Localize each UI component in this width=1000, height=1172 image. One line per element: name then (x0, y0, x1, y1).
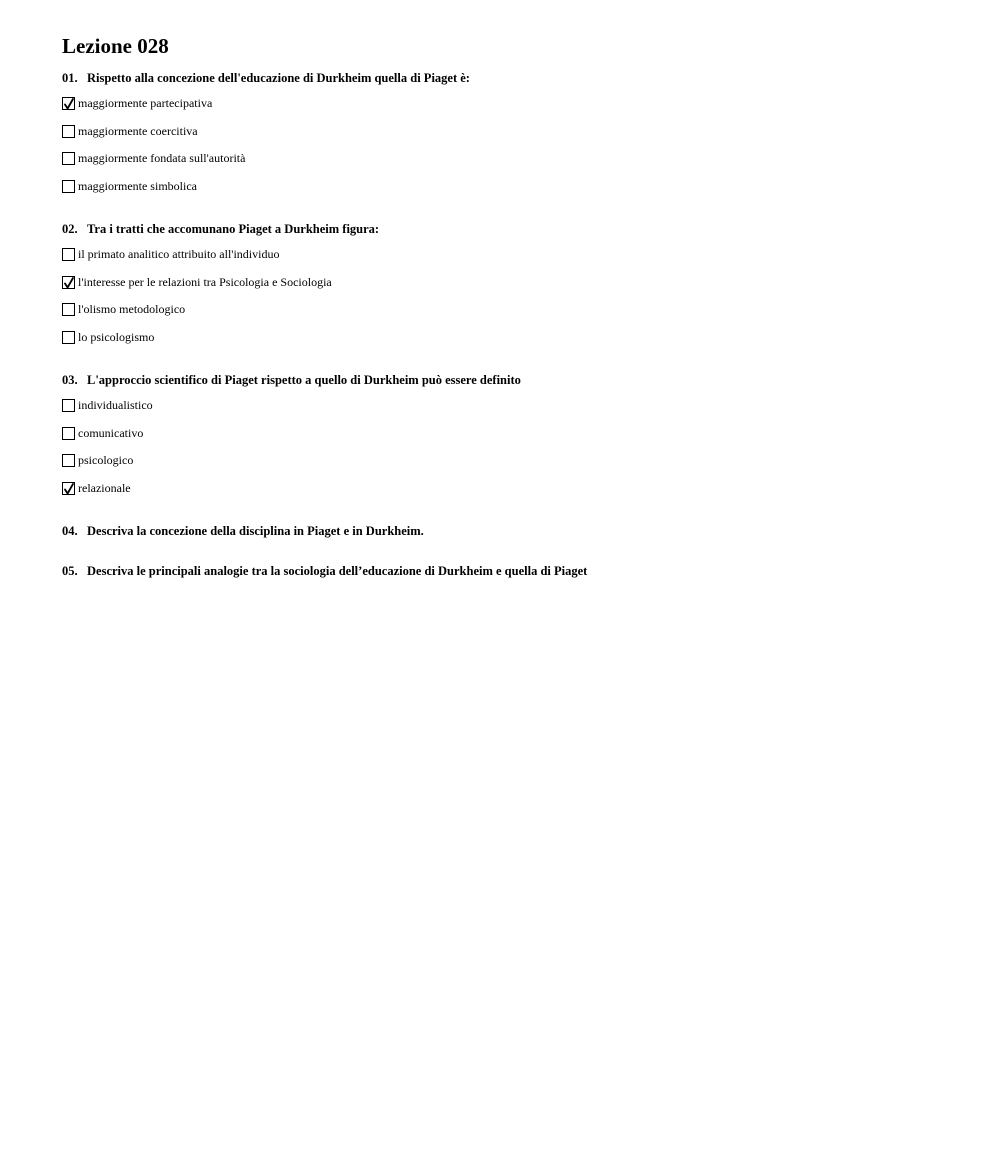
question-prompt: Descriva la concezione della disciplina in Piaget e in Durkheim. (87, 524, 424, 538)
answer-label: lo psicologismo (78, 329, 155, 344)
answer-options (62, 96, 962, 206)
checkmark-icon (64, 277, 74, 289)
question-prompt: L'approccio scientifico di Piaget rispetto a quello di Durkheim può essere definito (87, 373, 521, 387)
question-number: 01. (62, 71, 78, 85)
checkmark-icon (64, 483, 74, 495)
checkmark-icon (64, 98, 74, 110)
answer-checkbox[interactable] (62, 276, 75, 289)
question-prompt: Descriva le principali analogie tra la sociologia dell’educazione di Durkheim e quella di Piaget (87, 564, 588, 578)
question-02 (62, 221, 962, 357)
question-text (62, 372, 962, 388)
answer-option[interactable] (62, 151, 962, 179)
answer-label: relazionale (78, 480, 131, 495)
answer-checkbox[interactable] (62, 331, 75, 344)
answer-option[interactable] (62, 426, 962, 454)
answer-label: maggiormente partecipativa (78, 96, 213, 110)
answer-checkbox[interactable] (62, 454, 75, 467)
answer-label: comunicativo (78, 425, 144, 440)
question-text (62, 70, 962, 86)
answer-options (62, 247, 962, 357)
answer-checkbox[interactable] (62, 303, 75, 316)
question-01 (62, 70, 962, 206)
answer-checkbox[interactable] (62, 180, 75, 193)
answer-option[interactable] (62, 179, 962, 207)
answer-checkbox[interactable] (62, 97, 75, 110)
question-prompt: Tra i tratti che accomunano Piaget a Durkheim figura: (87, 222, 380, 236)
question-number: 05. (62, 564, 78, 578)
answer-label: l'interesse per le relazioni tra Psicologia e Sociologia (78, 274, 332, 289)
answer-option[interactable] (62, 124, 962, 152)
answer-option[interactable] (62, 453, 962, 481)
answer-label: maggiormente coercitiva (78, 123, 198, 138)
question-prompt: Rispetto alla concezione dell'educazione di Durkheim quella di Piaget è: (87, 71, 470, 85)
question-04 (62, 523, 962, 539)
lesson-title: Lezione 028 (62, 34, 169, 58)
answer-option[interactable] (62, 398, 962, 426)
answer-checkbox[interactable] (62, 482, 75, 495)
question-text (62, 523, 962, 539)
question-03 (62, 372, 962, 508)
answer-option[interactable] (62, 302, 962, 330)
answer-options (62, 398, 962, 508)
answer-checkbox[interactable] (62, 248, 75, 261)
answer-checkbox[interactable] (62, 125, 75, 138)
answer-option[interactable] (62, 481, 962, 509)
answer-label: l'olismo metodologico (78, 302, 186, 316)
answer-label: maggiormente fondata sull'autorità (78, 151, 246, 165)
question-number: 02. (62, 222, 78, 236)
question-number: 04. (62, 524, 78, 538)
question-number: 03. (62, 373, 78, 387)
answer-checkbox[interactable] (62, 427, 75, 440)
answer-label: individualistico (78, 398, 153, 412)
answer-option[interactable] (62, 247, 962, 275)
question-text (62, 221, 962, 237)
answer-option[interactable] (62, 96, 962, 124)
answer-option[interactable] (62, 330, 962, 358)
answer-label: il primato analitico attribuito all'individuo (78, 247, 280, 261)
answer-checkbox[interactable] (62, 399, 75, 412)
answer-label: maggiormente simbolica (78, 178, 197, 193)
question-text (62, 563, 962, 579)
answer-checkbox[interactable] (62, 152, 75, 165)
answer-label: psicologico (78, 453, 134, 467)
answer-option[interactable] (62, 275, 962, 303)
question-05 (62, 563, 962, 579)
